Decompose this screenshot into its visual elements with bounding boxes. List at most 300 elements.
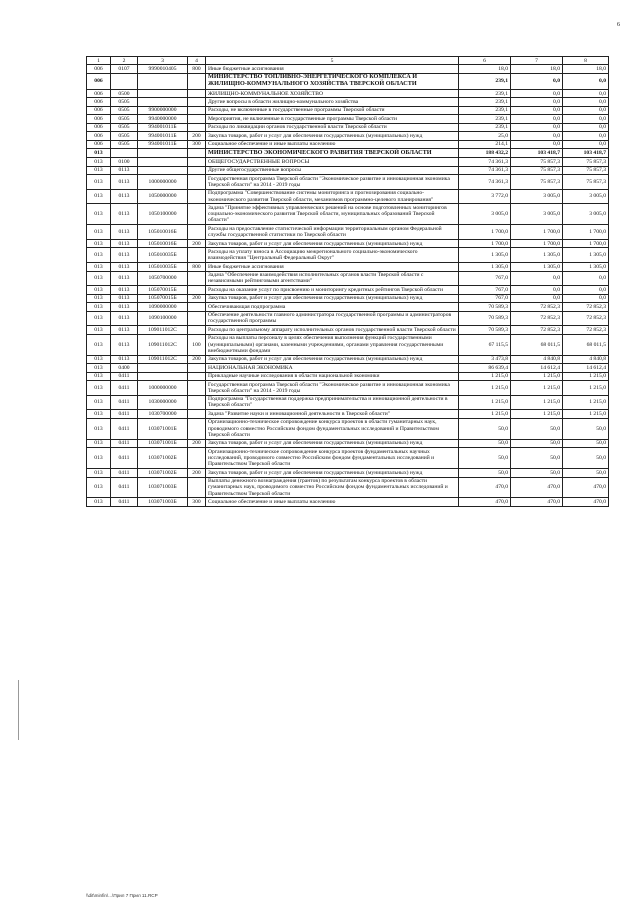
expense-type-cell bbox=[188, 286, 206, 294]
description-cell: Иные бюджетные ассигнования bbox=[206, 263, 459, 271]
value-2019-cell: 1 700,0 bbox=[563, 225, 609, 240]
section-code-cell: 0113 bbox=[111, 271, 138, 286]
section-code-cell: 0113 bbox=[111, 355, 138, 363]
target-code-cell: 103071003Б bbox=[138, 477, 188, 498]
table-row bbox=[87, 115, 609, 123]
value-2018-cell: 14 612,4 bbox=[511, 364, 563, 372]
description-cell: Расходы, не включенные в государственные программы Тверской области bbox=[206, 106, 459, 114]
section-code-cell: 0505 bbox=[111, 106, 138, 114]
expense-type-cell bbox=[188, 395, 206, 410]
description-cell: Социальное обеспечение и иные выплаты населению bbox=[206, 498, 459, 506]
description-cell: МИНИСТЕРСТВО ТОПЛИВНО-ЭНЕРГЕТИЧЕСКОГО КОМПЛЕКСА И ЖИЛИЩНО-КОММУНАЛЬНОГО ХОЗЯЙСТВА ТВЕРСКОЙ ОБЛАСТИ bbox=[206, 73, 459, 89]
ministry-code-cell: 013 bbox=[87, 189, 111, 204]
table-row bbox=[87, 158, 609, 166]
value-2018-cell: 1 215,0 bbox=[511, 380, 563, 395]
table-row bbox=[87, 98, 609, 106]
table-row bbox=[87, 73, 609, 89]
table-row bbox=[87, 248, 609, 263]
ministry-code-cell: 013 bbox=[87, 439, 111, 447]
description-cell: Закупка товаров, работ и услуг для обеспечения государственных (муниципальных) нужд bbox=[206, 439, 459, 447]
section-code-cell: 0113 bbox=[111, 286, 138, 294]
header-cell: 1 bbox=[87, 57, 111, 65]
ministry-code-cell: 006 bbox=[87, 65, 111, 73]
value-2018-cell: 1 700,0 bbox=[511, 240, 563, 248]
table-row bbox=[87, 106, 609, 114]
value-2018-cell: 75 857,3 bbox=[511, 175, 563, 190]
value-2019-cell: 470,0 bbox=[563, 477, 609, 498]
table-row bbox=[87, 334, 609, 355]
table-row bbox=[87, 418, 609, 439]
target-code-cell bbox=[138, 166, 188, 174]
description-cell: МИНИСТЕРСТВО ЭКОНОМИЧЕСКОГО РАЗВИТИЯ ТВЕРСКОЙ ОБЛАСТИ bbox=[206, 149, 459, 158]
target-code-cell: 1050100000 bbox=[138, 204, 188, 225]
ministry-code-cell: 013 bbox=[87, 240, 111, 248]
description-cell: Иные бюджетные ассигнования bbox=[206, 65, 459, 73]
ministry-code-cell: 013 bbox=[87, 271, 111, 286]
description-cell: Закупка товаров, работ и услуг для обеспечения государственных (муниципальных) нужд bbox=[206, 132, 459, 140]
description-cell: Подпрограмма "Государственная поддержка предпринимательства и инновационной деятельности в Тверской области" bbox=[206, 395, 459, 410]
value-2019-cell: 1 215,0 bbox=[563, 410, 609, 418]
section-code-cell: 0113 bbox=[111, 303, 138, 311]
expense-type-cell bbox=[188, 303, 206, 311]
expense-type-cell bbox=[188, 448, 206, 469]
value-2017-cell: 3 473,8 bbox=[459, 355, 511, 363]
table-row bbox=[87, 372, 609, 380]
description-cell: Задача "Принятие эффективных управленческих решений на основе подготовленных мониторингов социально-экономического развития Тверской области, муниципальных образований Тверской области" bbox=[206, 204, 459, 225]
section-code-cell: 0107 bbox=[111, 65, 138, 73]
section-code-cell: 0411 bbox=[111, 380, 138, 395]
section-code-cell: 0411 bbox=[111, 439, 138, 447]
ministry-code-cell: 013 bbox=[87, 149, 111, 158]
footer-path: \\dit\minfin\...\Прил 7 Прил 11.RCP bbox=[86, 893, 158, 898]
value-2019-cell: 0,0 bbox=[563, 106, 609, 114]
section-code-cell: 0113 bbox=[111, 294, 138, 302]
value-2018-cell: 72 852,3 bbox=[511, 311, 563, 326]
table-row bbox=[87, 166, 609, 174]
target-code-cell: 9990010405 bbox=[138, 65, 188, 73]
table-row bbox=[87, 286, 609, 294]
description-cell: Выплаты денежного вознаграждения (грантов) по результатам конкурса проектов в области гуманитарных наук, проводимого совместно Российским фондом фундаментальных исследований и Правительством Тверской области bbox=[206, 477, 459, 498]
ministry-code-cell: 013 bbox=[87, 294, 111, 302]
value-2018-cell: 72 852,3 bbox=[511, 326, 563, 334]
description-cell: Расходы по ликвидации органов государственной власти Тверской области bbox=[206, 123, 459, 131]
section-code-cell bbox=[111, 73, 138, 89]
value-2017-cell: 70 589,3 bbox=[459, 326, 511, 334]
section-code-cell: 0113 bbox=[111, 204, 138, 225]
value-2017-cell: 239,1 bbox=[459, 89, 511, 97]
target-code-cell: 105010035Б bbox=[138, 263, 188, 271]
ministry-code-cell: 013 bbox=[87, 248, 111, 263]
value-2018-cell: 75 857,3 bbox=[511, 166, 563, 174]
value-2017-cell: 1 215,0 bbox=[459, 372, 511, 380]
ministry-code-cell: 013 bbox=[87, 372, 111, 380]
value-2017-cell: 18,0 bbox=[459, 65, 511, 73]
value-2018-cell: 1 215,0 bbox=[511, 372, 563, 380]
expense-type-cell: 200 bbox=[188, 294, 206, 302]
value-2019-cell: 0,0 bbox=[563, 132, 609, 140]
table-row bbox=[87, 355, 609, 363]
description-cell: ОБЩЕГОСУДАРСТВЕННЫЕ ВОПРОСЫ bbox=[206, 158, 459, 166]
table-row bbox=[87, 380, 609, 395]
ministry-code-cell: 013 bbox=[87, 175, 111, 190]
value-2018-cell: 3 005,0 bbox=[511, 204, 563, 225]
expense-type-cell bbox=[188, 89, 206, 97]
value-2018-cell: 0,0 bbox=[511, 132, 563, 140]
description-cell: Закупка товаров, работ и услуг для обеспечения государственных (муниципальных) нужд bbox=[206, 240, 459, 248]
target-code-cell: 994001011Б bbox=[138, 132, 188, 140]
value-2019-cell: 103 418,7 bbox=[563, 149, 609, 158]
value-2018-cell: 75 857,3 bbox=[511, 158, 563, 166]
description-cell: Расходы на уплату взноса в Ассоциацию межрегионального социально-экономического взаимодействия "Центральный Федеральный Округ" bbox=[206, 248, 459, 263]
target-code-cell: 103071002Б bbox=[138, 469, 188, 477]
description-cell: Социальное обеспечение и иные выплаты населению bbox=[206, 140, 459, 148]
target-code-cell: 1000000000 bbox=[138, 175, 188, 190]
ministry-code-cell: 006 bbox=[87, 140, 111, 148]
section-code-cell: 0113 bbox=[111, 240, 138, 248]
value-2017-cell: 1 700,0 bbox=[459, 225, 511, 240]
value-2017-cell: 70 589,3 bbox=[459, 311, 511, 326]
section-code-cell bbox=[111, 149, 138, 158]
expense-type-cell: 800 bbox=[188, 263, 206, 271]
target-code-cell bbox=[138, 98, 188, 106]
value-2017-cell: 50,0 bbox=[459, 418, 511, 439]
ministry-code-cell: 013 bbox=[87, 364, 111, 372]
ministry-code-cell: 006 bbox=[87, 132, 111, 140]
value-2019-cell: 1 215,0 bbox=[563, 372, 609, 380]
target-code-cell: 105010035Б bbox=[138, 248, 188, 263]
description-cell: Государственная программа Тверской области "Экономическое развитие и инновационная экономика Тверской области" на 2014 - 2019 годы bbox=[206, 380, 459, 395]
section-code-cell: 0411 bbox=[111, 372, 138, 380]
section-code-cell: 0505 bbox=[111, 98, 138, 106]
ministry-code-cell: 013 bbox=[87, 410, 111, 418]
expense-type-cell: 200 bbox=[188, 355, 206, 363]
value-2017-cell: 1 305,0 bbox=[459, 263, 511, 271]
ministry-code-cell: 013 bbox=[87, 498, 111, 506]
value-2017-cell: 470,0 bbox=[459, 498, 511, 506]
section-code-cell: 0411 bbox=[111, 410, 138, 418]
section-code-cell: 0400 bbox=[111, 364, 138, 372]
value-2019-cell: 3 005,0 bbox=[563, 189, 609, 204]
value-2018-cell: 50,0 bbox=[511, 439, 563, 447]
value-2019-cell: 1 215,0 bbox=[563, 395, 609, 410]
table-row bbox=[87, 303, 609, 311]
value-2018-cell: 4 840,8 bbox=[511, 355, 563, 363]
scan-margin-mark bbox=[18, 680, 19, 740]
expense-type-cell bbox=[188, 115, 206, 123]
value-2018-cell: 0,0 bbox=[511, 73, 563, 89]
value-2019-cell: 68 011,5 bbox=[563, 334, 609, 355]
value-2017-cell: 767,0 bbox=[459, 271, 511, 286]
section-code-cell: 0113 bbox=[111, 326, 138, 334]
description-cell: Закупка товаров, работ и услуг для обеспечения государственных (муниципальных) нужд bbox=[206, 294, 459, 302]
target-code-cell: 109011012С bbox=[138, 326, 188, 334]
value-2019-cell: 0,0 bbox=[563, 271, 609, 286]
value-2018-cell: 50,0 bbox=[511, 469, 563, 477]
value-2019-cell: 72 852,3 bbox=[563, 303, 609, 311]
section-code-cell: 0505 bbox=[111, 140, 138, 148]
table-row bbox=[87, 175, 609, 190]
value-2018-cell: 0,0 bbox=[511, 271, 563, 286]
value-2017-cell: 67 115,5 bbox=[459, 334, 511, 355]
table-row bbox=[87, 395, 609, 410]
header-cell: 6 bbox=[459, 57, 511, 65]
target-code-cell: 105010016Б bbox=[138, 225, 188, 240]
table-row bbox=[87, 294, 609, 302]
table-row bbox=[87, 149, 609, 158]
expense-type-cell bbox=[188, 149, 206, 158]
ministry-code-cell: 006 bbox=[87, 106, 111, 114]
ministry-code-cell: 013 bbox=[87, 225, 111, 240]
ministry-code-cell: 013 bbox=[87, 395, 111, 410]
value-2017-cell: 214,1 bbox=[459, 140, 511, 148]
table-row bbox=[87, 410, 609, 418]
expense-type-cell bbox=[188, 73, 206, 89]
ministry-code-cell: 013 bbox=[87, 166, 111, 174]
value-2019-cell: 0,0 bbox=[563, 140, 609, 148]
section-code-cell: 0113 bbox=[111, 189, 138, 204]
table-row bbox=[87, 326, 609, 334]
description-cell: Закупка товаров, работ и услуг для обеспечения государственных (муниципальных) нужд bbox=[206, 355, 459, 363]
expense-type-cell bbox=[188, 326, 206, 334]
expense-type-cell bbox=[188, 225, 206, 240]
description-cell: Организационно-техническое сопровождение конкурса проектов фундаментальных научных исследований, проводимого совместно Российским фондом фундаментальных исследований и Правительством Тверской области bbox=[206, 448, 459, 469]
section-code-cell: 0411 bbox=[111, 498, 138, 506]
table-row bbox=[87, 448, 609, 469]
value-2018-cell: 68 011,5 bbox=[511, 334, 563, 355]
ministry-code-cell: 013 bbox=[87, 204, 111, 225]
table-row bbox=[87, 311, 609, 326]
expense-type-cell bbox=[188, 372, 206, 380]
expense-type-cell: 100 bbox=[188, 334, 206, 355]
value-2018-cell: 0,0 bbox=[511, 115, 563, 123]
value-2019-cell: 0,0 bbox=[563, 286, 609, 294]
description-cell: Организационно-техническое сопровождение конкурса проектов в области гуманитарных наук, проводимого совместно Российским фондом фундаментальных исследований и Правительством Тверской области bbox=[206, 418, 459, 439]
value-2017-cell: 767,0 bbox=[459, 294, 511, 302]
value-2019-cell: 4 840,8 bbox=[563, 355, 609, 363]
section-code-cell: 0113 bbox=[111, 311, 138, 326]
expense-type-cell: 200 bbox=[188, 439, 206, 447]
target-code-cell: 105070015Б bbox=[138, 294, 188, 302]
section-code-cell: 0411 bbox=[111, 418, 138, 439]
expense-type-cell bbox=[188, 477, 206, 498]
ministry-code-cell: 013 bbox=[87, 334, 111, 355]
target-code-cell bbox=[138, 149, 188, 158]
value-2017-cell: 239,1 bbox=[459, 106, 511, 114]
table-row bbox=[87, 123, 609, 131]
ministry-code-cell: 013 bbox=[87, 158, 111, 166]
value-2019-cell: 0,0 bbox=[563, 123, 609, 131]
table-row bbox=[87, 439, 609, 447]
expense-type-cell bbox=[188, 189, 206, 204]
description-cell: Расходы по центральному аппарату исполнительных органов государственной власти Тверской области bbox=[206, 326, 459, 334]
description-cell: Государственная программа Тверской области "Экономическое развитие и инновационная экономика Тверской области" на 2014 - 2019 годы bbox=[206, 175, 459, 190]
table-row bbox=[87, 132, 609, 140]
section-code-cell: 0411 bbox=[111, 395, 138, 410]
expense-type-cell bbox=[188, 248, 206, 263]
value-2019-cell: 1 305,0 bbox=[563, 248, 609, 263]
expense-type-cell bbox=[188, 204, 206, 225]
value-2019-cell: 0,0 bbox=[563, 89, 609, 97]
description-cell: Закупка товаров, работ и услуг для обеспечения государственных (муниципальных) нужд bbox=[206, 469, 459, 477]
value-2018-cell: 1 305,0 bbox=[511, 248, 563, 263]
ministry-code-cell: 013 bbox=[87, 326, 111, 334]
section-code-cell: 0113 bbox=[111, 225, 138, 240]
header-cell: 8 bbox=[563, 57, 609, 65]
target-code-cell: 1030700000 bbox=[138, 410, 188, 418]
expense-type-cell bbox=[188, 98, 206, 106]
value-2017-cell: 70 589,3 bbox=[459, 303, 511, 311]
expense-type-cell bbox=[188, 364, 206, 372]
ministry-code-cell: 006 bbox=[87, 89, 111, 97]
value-2017-cell: 1 215,0 bbox=[459, 395, 511, 410]
value-2017-cell: 74 361,3 bbox=[459, 158, 511, 166]
description-cell: Прикладные научные исследования в области национальной экономики bbox=[206, 372, 459, 380]
target-code-cell bbox=[138, 364, 188, 372]
target-code-cell: 103071001Б bbox=[138, 418, 188, 439]
value-2018-cell: 50,0 bbox=[511, 418, 563, 439]
target-code-cell: 1000000000 bbox=[138, 380, 188, 395]
target-code-cell: 1090000000 bbox=[138, 303, 188, 311]
value-2017-cell: 74 361,3 bbox=[459, 175, 511, 190]
table-row bbox=[87, 498, 609, 506]
header-cell: 2 bbox=[111, 57, 138, 65]
value-2019-cell: 75 857,3 bbox=[563, 175, 609, 190]
target-code-cell: 9940000000 bbox=[138, 115, 188, 123]
ministry-code-cell: 013 bbox=[87, 355, 111, 363]
value-2018-cell: 0,0 bbox=[511, 123, 563, 131]
value-2019-cell: 75 857,3 bbox=[563, 158, 609, 166]
ministry-code-cell: 013 bbox=[87, 469, 111, 477]
target-code-cell: 103071002Б bbox=[138, 448, 188, 469]
description-cell: ЖИЛИЩНО-КОММУНАЛЬНОЕ ХОЗЯЙСТВО bbox=[206, 89, 459, 97]
table-row bbox=[87, 469, 609, 477]
value-2017-cell: 3 005,0 bbox=[459, 204, 511, 225]
section-code-cell: 0411 bbox=[111, 469, 138, 477]
expense-type-cell bbox=[188, 271, 206, 286]
budget-table bbox=[86, 56, 609, 507]
value-2019-cell: 72 852,3 bbox=[563, 326, 609, 334]
target-code-cell bbox=[138, 158, 188, 166]
value-2017-cell: 239,1 bbox=[459, 98, 511, 106]
table-row bbox=[87, 204, 609, 225]
target-code-cell: 1050000000 bbox=[138, 189, 188, 204]
target-code-cell bbox=[138, 89, 188, 97]
description-cell: Расходы на предоставление статистической информации территориальным органом Федеральной службы государственной статистики по Тверской области bbox=[206, 225, 459, 240]
table-header-row bbox=[87, 57, 609, 65]
table-row bbox=[87, 263, 609, 271]
value-2019-cell: 50,0 bbox=[563, 439, 609, 447]
value-2019-cell: 72 852,3 bbox=[563, 311, 609, 326]
description-cell: Обеспечение деятельности главного администратора государственной программы и администраторов государственной программы bbox=[206, 311, 459, 326]
section-code-cell: 0113 bbox=[111, 263, 138, 271]
expense-type-cell bbox=[188, 123, 206, 131]
value-2017-cell: 50,0 bbox=[459, 469, 511, 477]
target-code-cell: 105010016Б bbox=[138, 240, 188, 248]
table-row bbox=[87, 364, 609, 372]
description-cell: Другие вопросы в области жилищно-коммунального хозяйства bbox=[206, 98, 459, 106]
section-code-cell: 0100 bbox=[111, 158, 138, 166]
value-2018-cell: 1 215,0 bbox=[511, 395, 563, 410]
ministry-code-cell: 013 bbox=[87, 303, 111, 311]
table-row bbox=[87, 240, 609, 248]
expense-type-cell bbox=[188, 311, 206, 326]
value-2017-cell: 74 361,3 bbox=[459, 166, 511, 174]
section-code-cell: 0500 bbox=[111, 89, 138, 97]
value-2019-cell: 1 305,0 bbox=[563, 263, 609, 271]
value-2019-cell: 18,0 bbox=[563, 65, 609, 73]
value-2017-cell: 25,0 bbox=[459, 132, 511, 140]
target-code-cell bbox=[138, 372, 188, 380]
value-2019-cell: 50,0 bbox=[563, 448, 609, 469]
target-code-cell bbox=[138, 73, 188, 89]
ministry-code-cell: 013 bbox=[87, 311, 111, 326]
target-code-cell: 105070015Б bbox=[138, 286, 188, 294]
header-cell: 4 bbox=[188, 57, 206, 65]
value-2019-cell: 3 005,0 bbox=[563, 204, 609, 225]
value-2019-cell: 75 857,3 bbox=[563, 166, 609, 174]
expense-type-cell bbox=[188, 410, 206, 418]
value-2019-cell: 0,0 bbox=[563, 98, 609, 106]
value-2018-cell: 0,0 bbox=[511, 294, 563, 302]
table-row bbox=[87, 225, 609, 240]
expense-type-cell bbox=[188, 418, 206, 439]
expense-type-cell: 200 bbox=[188, 240, 206, 248]
value-2017-cell: 86 639,4 bbox=[459, 364, 511, 372]
target-code-cell: 1050700000 bbox=[138, 271, 188, 286]
value-2019-cell: 0,0 bbox=[563, 294, 609, 302]
header-cell: 7 bbox=[511, 57, 563, 65]
value-2017-cell: 1 305,0 bbox=[459, 248, 511, 263]
value-2018-cell: 103 418,7 bbox=[511, 149, 563, 158]
expense-type-cell: 200 bbox=[188, 132, 206, 140]
table-row bbox=[87, 65, 609, 73]
value-2019-cell: 0,0 bbox=[563, 73, 609, 89]
value-2017-cell: 1 215,0 bbox=[459, 380, 511, 395]
section-code-cell: 0411 bbox=[111, 477, 138, 498]
ministry-code-cell: 013 bbox=[87, 448, 111, 469]
section-code-cell: 0505 bbox=[111, 123, 138, 131]
value-2017-cell: 3 772,0 bbox=[459, 189, 511, 204]
ministry-code-cell: 013 bbox=[87, 286, 111, 294]
section-code-cell: 0505 bbox=[111, 115, 138, 123]
value-2018-cell: 470,0 bbox=[511, 498, 563, 506]
ministry-code-cell: 013 bbox=[87, 477, 111, 498]
ministry-code-cell: 013 bbox=[87, 418, 111, 439]
value-2018-cell: 0,0 bbox=[511, 286, 563, 294]
target-code-cell: 109011012С bbox=[138, 355, 188, 363]
value-2019-cell: 14 612,4 bbox=[563, 364, 609, 372]
value-2018-cell: 0,0 bbox=[511, 106, 563, 114]
table-row bbox=[87, 140, 609, 148]
value-2018-cell: 0,0 bbox=[511, 140, 563, 148]
value-2017-cell: 470,0 bbox=[459, 477, 511, 498]
description-cell: Задача "Развитие науки и инновационной деятельности в Тверской области" bbox=[206, 410, 459, 418]
table-row bbox=[87, 89, 609, 97]
ministry-code-cell: 006 bbox=[87, 98, 111, 106]
description-cell: Расходы на оказание услуг по присвоению и мониторингу кредитных рейтингов Тверской области bbox=[206, 286, 459, 294]
value-2017-cell: 1 700,0 bbox=[459, 240, 511, 248]
target-code-cell: 994001011Б bbox=[138, 123, 188, 131]
target-code-cell: 109011012С bbox=[138, 334, 188, 355]
target-code-cell: 9900000000 bbox=[138, 106, 188, 114]
value-2017-cell: 50,0 bbox=[459, 439, 511, 447]
value-2018-cell: 1 215,0 bbox=[511, 410, 563, 418]
expense-type-cell bbox=[188, 380, 206, 395]
description-cell: Задача "Обеспечение взаимодействия исполнительных органов власти Тверской области с независимыми рейтинговыми агентствами" bbox=[206, 271, 459, 286]
target-code-cell: 103071001Б bbox=[138, 439, 188, 447]
description-cell: Другие общегосударственные вопросы bbox=[206, 166, 459, 174]
expense-type-cell bbox=[188, 175, 206, 190]
